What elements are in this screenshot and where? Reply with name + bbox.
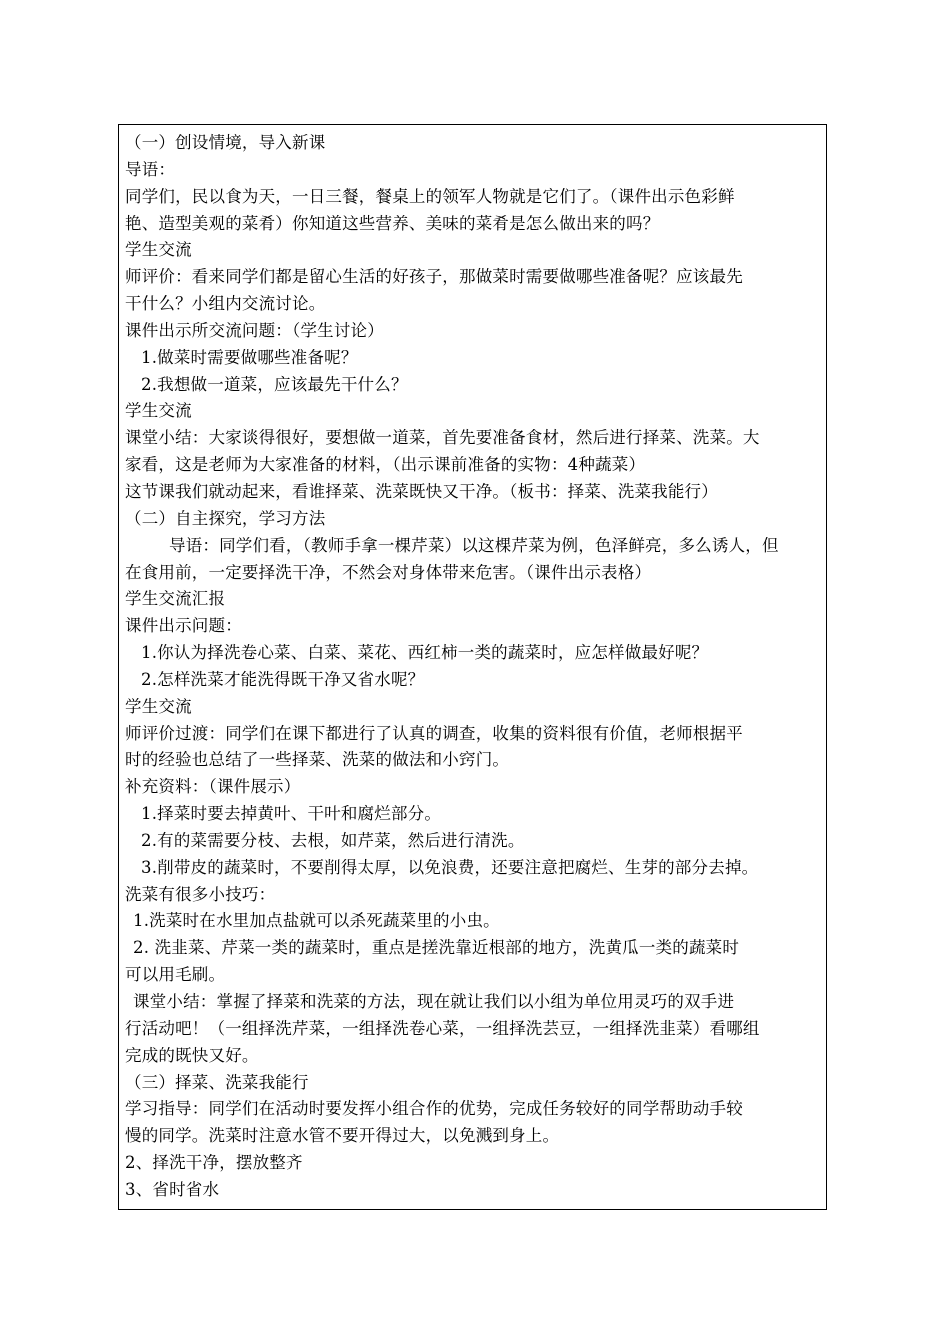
text-line: 课件出示所交流问题：（学生讨论） [125, 320, 384, 340]
text-line: 学生交流 [125, 696, 192, 716]
text-line: 2.有的菜需要分枝、去根，如芹菜，然后进行清洗。 [141, 830, 525, 850]
text-line: 慢的同学。洗菜时注意水管不要开得过大，以免溅到身上。 [125, 1126, 560, 1146]
text-line: 师评价：看来同学们都是留心生活的好孩子，那做菜时需要做哪些准备呢？应该最先 [125, 267, 743, 287]
text-line: 可以用毛刷。 [125, 965, 226, 985]
lesson-plan-table-cell [118, 124, 827, 1210]
text-line: 家看，这是老师为大家准备的材料，（出示课前准备的实物：4种蔬菜） [125, 455, 646, 475]
text-line: 3、省时省水 [125, 1179, 220, 1199]
text-line: 完成的既快又好。 [125, 1045, 259, 1065]
text-line: 导语：同学们看，（教师手拿一棵芹菜）以这棵芹菜为例，色泽鲜亮，多么诱人，但 [169, 535, 779, 555]
text-line: 行活动吧！（一组择洗芹菜，一组择洗卷心菜，一组择洗芸豆，一组择洗韭菜）看哪组 [125, 1018, 760, 1038]
text-line: 1.洗菜时在水里加点盐就可以杀死蔬菜里的小虫。 [133, 911, 500, 931]
text-line: 学生交流 [125, 240, 192, 260]
text-line: 课堂小结：掌握了择菜和洗菜的方法，现在就让我们以小组为单位用灵巧的双手进 [133, 992, 735, 1011]
text-line: 这节课我们就动起来，看谁择菜、洗菜既快又干净。（板书：择菜、洗菜我能行） [125, 481, 718, 501]
text-line: 时的经验也总结了一些择菜、洗菜的做法和小窍门。 [125, 750, 510, 770]
text-line: 导语： [125, 159, 176, 179]
text-line: 1.做菜时需要做哪些准备呢？ [141, 347, 358, 367]
text-line: 2.我想做一道菜，应该最先干什么？ [141, 374, 408, 394]
text-line: 在食用前，一定要择洗干净，不然会对身体带来危害。（课件出示表格） [125, 562, 652, 582]
text-line: 同学们，民以食为天，一日三餐，餐桌上的领军人物就是它们了。（课件出示色彩鲜 [125, 186, 735, 206]
text-line: （一）创设情境，导入新课 [125, 133, 326, 152]
text-line: 3.削带皮的蔬菜时，不要削得太厚，以免浪费，还要注意把腐烂、生芽的部分去掉。 [141, 857, 759, 877]
text-line: 艳、造型美观的菜肴）你知道这些营养、美味的菜肴是怎么做出来的吗？ [125, 213, 660, 233]
text-line: 补充资料：（课件展示） [125, 777, 301, 797]
text-line: 1.择菜时要去掉黄叶、干叶和腐烂部分。 [141, 804, 442, 824]
text-line: 课堂小结：大家谈得很好，要想做一道菜，首先要准备食材，然后进行择菜、洗菜。大 [125, 428, 760, 448]
text-line: 2、择洗干净，摆放整齐 [125, 1153, 303, 1173]
text-line: 1.你认为择洗卷心菜、白菜、菜花、西红柿一类的蔬菜时，应怎样做最好呢？ [141, 643, 709, 663]
text-line: 师评价过渡：同学们在课下都进行了认真的调查，收集的资料很有价值，老师根据平 [125, 723, 743, 743]
text-line: 干什么？小组内交流讨论。 [125, 294, 326, 314]
text-line: 课件出示问题： [125, 616, 242, 636]
text-line: 2.怎样洗菜才能洗得既干净又省水呢？ [141, 669, 425, 689]
text-line: 学生交流 [125, 401, 192, 421]
text-line: （二）自主探究，学习方法 [125, 508, 326, 528]
text-line: 学生交流汇报 [125, 589, 226, 609]
lesson-plan-text [125, 130, 822, 1204]
text-line: 2. 洗韭菜、芹菜一类的蔬菜时，重点是搓洗靠近根部的地方，洗黄瓜一类的蔬菜时 [133, 938, 740, 958]
text-line: 学习指导：同学们在活动时要发挥小组合作的优势，完成任务较好的同学帮助动手较 [125, 1099, 743, 1119]
text-line: 洗菜有很多小技巧： [125, 884, 276, 904]
text-line: （三）择菜、洗菜我能行 [125, 1072, 309, 1092]
